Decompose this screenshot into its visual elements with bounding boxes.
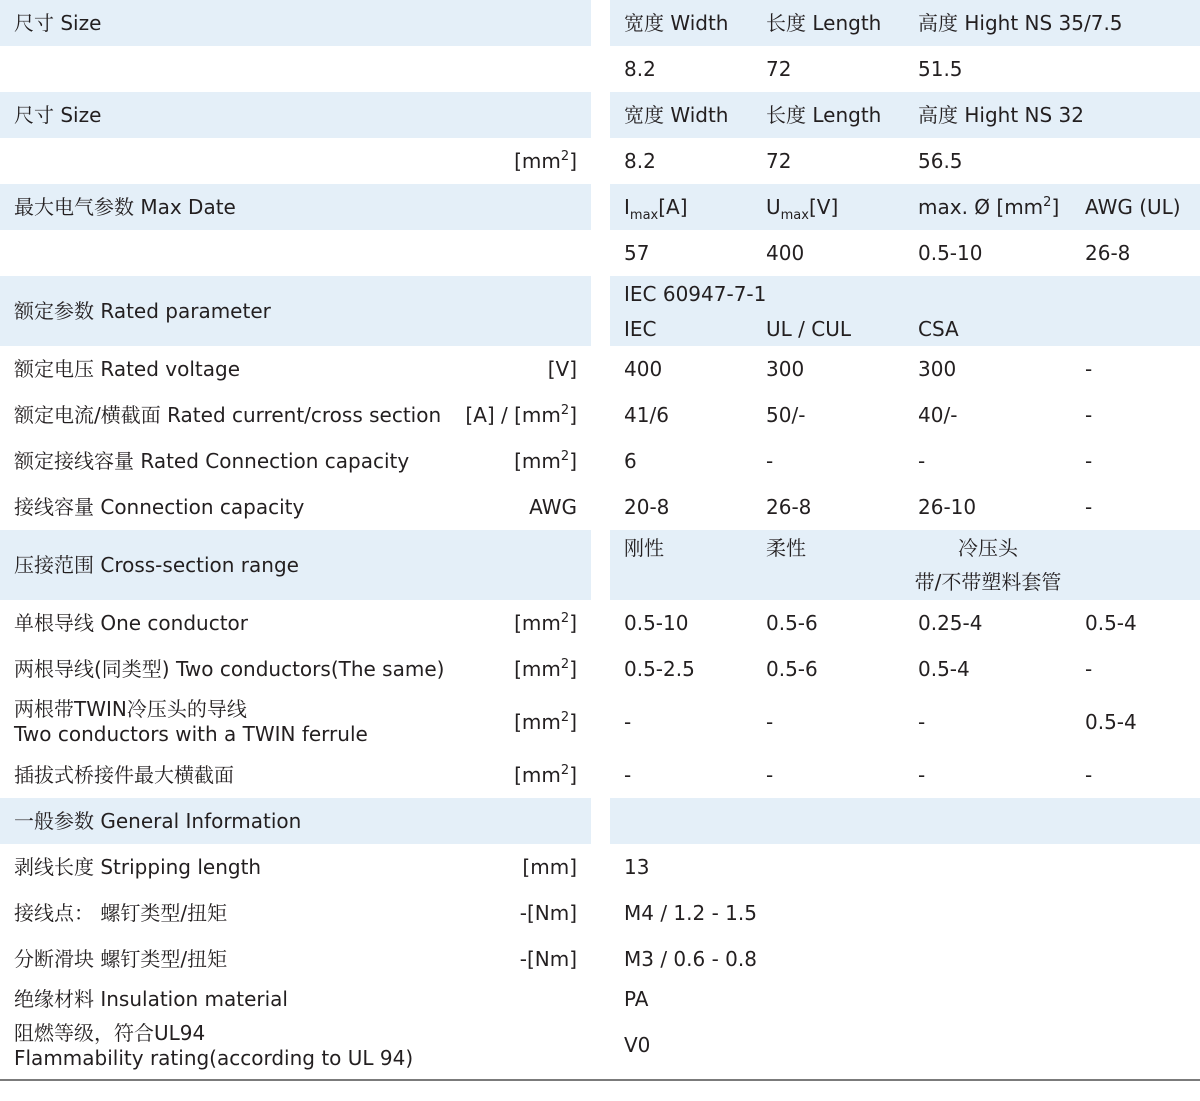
column-header: max. Ø $[mm^2]$ — [918, 195, 1060, 219]
cell-value: 72 — [766, 149, 792, 173]
cell-value: 57 — [624, 241, 650, 265]
cell-value: - — [918, 449, 926, 473]
row-label: 阻燃等级，符合UL94 — [14, 1021, 206, 1045]
label-cell — [0, 1018, 591, 1070]
unit-label: $[mm^2]$ — [514, 763, 577, 787]
cell-value: M3 / 0.6 - 0.8 — [624, 947, 757, 971]
label-cell — [0, 646, 591, 692]
value-cell — [610, 92, 1200, 138]
column-header: 带/不带塑料套管 — [914, 570, 1062, 594]
cell-value: 20-8 — [624, 495, 670, 519]
table-row — [0, 92, 1200, 138]
label-cell — [0, 484, 591, 530]
label-cell — [0, 184, 591, 230]
cell-value: - — [766, 449, 774, 473]
cell-value: 72 — [766, 57, 792, 81]
cell-value: 400 — [766, 241, 805, 265]
row-label: 分断滑块 螺钉类型/扭矩 — [14, 947, 228, 971]
table-row — [0, 798, 1200, 844]
cell-value: 50/- — [766, 403, 806, 427]
cell-value: 0.5-10 — [918, 241, 983, 265]
value-cell — [610, 484, 1200, 530]
row-label: 单根导线 One conductor — [14, 611, 249, 635]
table-row — [0, 230, 1200, 276]
cell-value: 300 — [766, 357, 805, 381]
table-row — [0, 936, 1200, 982]
label-cell — [0, 752, 591, 798]
row-label: 尺寸 Size — [14, 103, 102, 127]
label-cell — [0, 276, 591, 346]
table-row — [0, 346, 1200, 392]
column-header: AWG (UL) — [1085, 195, 1181, 219]
cell-value: 0.25-4 — [918, 611, 983, 635]
row-label: 两根带TWIN冷压头的导线 — [14, 697, 247, 721]
value-cell — [610, 890, 1200, 936]
value-cell — [610, 230, 1200, 276]
column-header: 长度 Length — [766, 11, 882, 35]
cell-value: 41/6 — [624, 403, 669, 427]
unit-label: $[mm^2]$ — [514, 611, 577, 635]
row-label: 插拔式桥接件最大横截面 — [14, 763, 234, 787]
label-cell — [0, 844, 591, 890]
cell-value: 51.5 — [918, 57, 963, 81]
value-cell — [610, 276, 1200, 346]
table-row — [0, 138, 1200, 184]
row-label: 额定电压 Rated voltage — [14, 357, 240, 381]
label-cell — [0, 138, 591, 184]
unit-label: $[A] / [mm^2]$ — [465, 403, 577, 427]
value-cell — [610, 346, 1200, 392]
cell-value: 8.2 — [624, 57, 656, 81]
cell-value: M4 / 1.2 - 1.5 — [624, 901, 757, 925]
value-cell — [610, 1018, 1200, 1070]
cell-value: - — [624, 763, 632, 787]
unit-label: $[mm^2]$ — [514, 710, 577, 734]
value-cell — [610, 752, 1200, 798]
cell-value: 400 — [624, 357, 663, 381]
row-label: Two conductors with a TWIN ferrule — [14, 722, 368, 746]
table-row — [0, 392, 1200, 438]
unit-label: -[Nm] — [519, 947, 577, 971]
cell-value: 6 — [624, 449, 637, 473]
label-cell — [0, 438, 591, 484]
value-cell — [610, 0, 1200, 46]
column-header: 宽度 Width — [624, 103, 729, 127]
column-header: 高度 Hight NS 32 — [918, 103, 1084, 127]
cell-value: - — [918, 763, 926, 787]
cell-value: 0.5-6 — [766, 657, 818, 681]
label-cell — [0, 46, 591, 92]
cell-value: 0.5-6 — [766, 611, 818, 635]
unit-label: [V] — [547, 357, 577, 381]
row-label: 压接范围 Cross-section range — [14, 553, 299, 577]
value-cell — [610, 798, 1200, 844]
column-header: $U_{max}[V]$ — [766, 195, 839, 223]
label-cell — [0, 530, 591, 600]
cell-value: 40/- — [918, 403, 958, 427]
cell-value: 26-8 — [1085, 241, 1131, 265]
label-cell — [0, 92, 591, 138]
table-row — [0, 692, 1200, 752]
cell-value: 0.5-2.5 — [624, 657, 695, 681]
table-row — [0, 1018, 1200, 1070]
table-row — [0, 982, 1200, 1018]
value-cell — [610, 184, 1200, 230]
table-row — [0, 530, 1200, 600]
cell-value: 13 — [624, 855, 650, 879]
cell-value: 0.5-4 — [1085, 710, 1137, 734]
cell-value: 26-8 — [766, 495, 812, 519]
table-row — [0, 46, 1200, 92]
row-label: 尺寸 Size — [14, 11, 102, 35]
row-label: 剥线长度 Stripping length — [14, 855, 262, 879]
table-row — [0, 890, 1200, 936]
cell-value: 300 — [918, 357, 957, 381]
row-label: 接线容量 Connection capacity — [14, 495, 305, 519]
cell-value: - — [1085, 763, 1093, 787]
label-cell — [0, 0, 591, 46]
table-row — [0, 184, 1200, 230]
unit-label: AWG — [529, 495, 577, 519]
cell-value: 0.5-4 — [1085, 611, 1137, 635]
column-header: IEC — [624, 317, 657, 341]
label-cell — [0, 890, 591, 936]
unit-label: $[mm^2]$ — [514, 149, 577, 173]
cell-value: PA — [624, 987, 649, 1011]
table-row — [0, 646, 1200, 692]
cell-value: 56.5 — [918, 149, 963, 173]
value-cell — [610, 438, 1200, 484]
table-row — [0, 0, 1200, 46]
row-label: 接线点： 螺钉类型/扭矩 — [14, 901, 228, 925]
cell-value: 26-10 — [918, 495, 977, 519]
value-cell — [610, 392, 1200, 438]
cell-value: 0.5-4 — [918, 657, 970, 681]
label-cell — [0, 936, 591, 982]
value-cell — [610, 646, 1200, 692]
cell-value: - — [1085, 657, 1093, 681]
cell-value: - — [766, 763, 774, 787]
label-cell — [0, 798, 591, 844]
table-row — [0, 844, 1200, 890]
column-header: 柔性 — [766, 536, 806, 560]
label-cell — [0, 692, 591, 752]
unit-label: $[mm^2]$ — [514, 449, 577, 473]
unit-label: $[mm^2]$ — [514, 657, 577, 681]
row-label: 绝缘材料 Insulation material — [14, 987, 288, 1011]
value-cell — [610, 844, 1200, 890]
cell-value: - — [1085, 403, 1093, 427]
label-cell — [0, 982, 591, 1018]
label-cell — [0, 392, 591, 438]
row-label: 额定接线容量 Rated Connection capacity — [14, 449, 410, 473]
column-header: 宽度 Width — [624, 11, 729, 35]
cell-value: - — [766, 710, 774, 734]
cell-value: 8.2 — [624, 149, 656, 173]
row-label: 最大电气参数 Max Date — [14, 195, 236, 219]
value-cell — [610, 982, 1200, 1018]
table-row — [0, 276, 1200, 346]
table-row — [0, 752, 1200, 798]
value-cell — [610, 46, 1200, 92]
column-header: 刚性 — [624, 536, 664, 560]
cell-value: - — [624, 710, 632, 734]
column-header: CSA — [918, 317, 959, 341]
value-cell — [610, 936, 1200, 982]
cell-value: V0 — [624, 1033, 651, 1057]
table-row — [0, 484, 1200, 530]
cell-value: 0.5-10 — [624, 611, 689, 635]
value-cell — [610, 600, 1200, 646]
label-cell — [0, 230, 591, 276]
row-label: 额定电流/横截面 Rated current/cross section — [14, 403, 442, 427]
value-cell — [610, 530, 1200, 600]
value-cell — [610, 138, 1200, 184]
table-row — [0, 600, 1200, 646]
column-header: $I_{max}[A]$ — [624, 195, 688, 223]
column-header: 长度 Length — [766, 103, 882, 127]
unit-label: [mm] — [522, 855, 577, 879]
cell-value: - — [1085, 495, 1093, 519]
label-cell — [0, 346, 591, 392]
unit-label: -[Nm] — [519, 901, 577, 925]
label-cell — [0, 600, 591, 646]
cell-value: - — [1085, 449, 1093, 473]
row-label: 额定参数 Rated parameter — [14, 299, 271, 323]
column-header: 冷压头 — [958, 536, 1018, 560]
value-cell — [610, 692, 1200, 752]
row-label: Flammability rating(according to UL 94) — [14, 1046, 414, 1070]
section-heading: 一般参数 General Information — [14, 809, 302, 833]
column-header: UL / CUL — [766, 317, 851, 341]
bottom-divider — [0, 1079, 1200, 1081]
standard-label: IEC 60947-7-1 — [624, 282, 767, 306]
cell-value: - — [1085, 357, 1093, 381]
column-header: 高度 Hight NS 35/7.5 — [918, 11, 1123, 35]
table-row — [0, 438, 1200, 484]
row-label: 两根导线(同类型) Two conductors(The same) — [14, 657, 445, 681]
cell-value: - — [918, 710, 926, 734]
